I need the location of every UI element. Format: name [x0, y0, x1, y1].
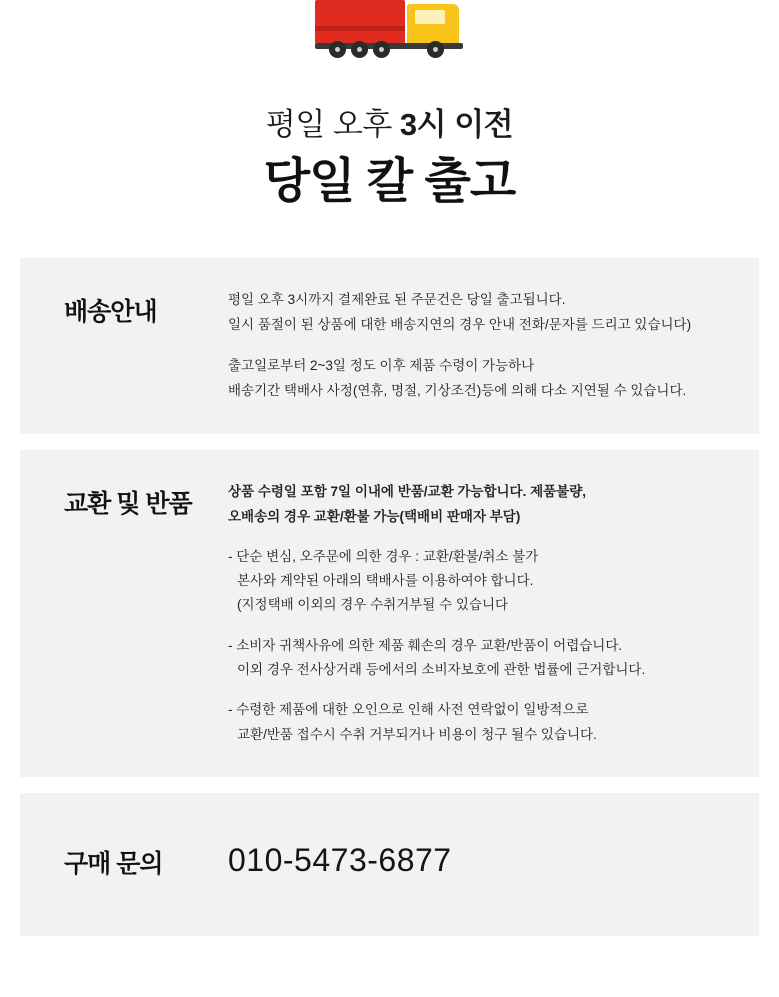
delivery-info-body — [228, 288, 759, 404]
delivery-info-line: 일시 품절이 된 상품에 대한 배송지연의 경우 안내 전화/문자를 드리고 있습니다) — [228, 317, 692, 333]
delivery-info-line: 배송기간 택배사 사정(연휴, 명절, 기상조건)등에 의해 다소 지연될 수 있습니다. — [228, 383, 687, 399]
exchange-return-label-column — [20, 480, 228, 747]
spacer — [228, 682, 725, 698]
truck-cargo-stripe — [315, 26, 405, 31]
contact-body — [228, 831, 759, 890]
contact-label: 구매 문의 — [64, 850, 163, 879]
exchange-return-line: 교환/반품 접수시 수취 거부되거나 비용이 청구 될수 있습니다. — [237, 726, 597, 742]
exchange-return-line: 상품 수령일 포함 7일 이내에 반품/교환 가능합니다. 제품불량, — [228, 484, 586, 500]
delivery-info-line: 평일 오후 3시까지 결제완료 된 주문건은 당일 출고됩니다. — [228, 292, 566, 308]
exchange-return-line: 본사와 계약된 아래의 택배사를 이용하여야 합니다. — [237, 573, 534, 589]
exchange-return-line: - 수령한 제품에 대한 오인으로 인해 사전 연락없이 일방적으로 — [228, 702, 589, 718]
spacer — [228, 338, 725, 354]
delivery-info-label: 배송안내 — [64, 298, 157, 327]
truck-wheel — [351, 41, 368, 58]
exchange-return-body — [228, 480, 759, 747]
spacer — [228, 618, 725, 634]
delivery-info-label-column — [20, 288, 228, 404]
exchange-return-line: - 소비자 귀책사유에 의한 제품 훼손의 경우 교환/반품이 어렵습니다. — [228, 637, 623, 653]
delivery-info-section — [20, 258, 759, 434]
truck-wheel — [427, 41, 444, 58]
truck-wheel — [373, 41, 390, 58]
contact-section — [20, 793, 759, 936]
exchange-return-section — [20, 450, 759, 777]
exchange-return-line: (지정택배 이외의 경우 수취거부될 수 있습니다 — [237, 597, 509, 613]
exchange-return-line: 이외 경우 전사상거래 등에서의 소비자보호에 관한 법률에 근거합니다. — [237, 662, 646, 677]
truck-cargo-box — [315, 0, 405, 44]
headline-line-2: 당일 칼 출고 — [263, 154, 516, 208]
delivery-truck-illustration — [0, 0, 779, 58]
spacer — [228, 529, 725, 545]
truck-wheel — [329, 41, 346, 58]
headline-line-1 — [0, 106, 779, 145]
truck-window — [415, 10, 445, 24]
delivery-info-line: 출고일로부터 2~3일 정도 이후 제품 수령이 가능하나 — [228, 358, 535, 374]
exchange-return-line: 오배송의 경우 교환/환불 가능(택배비 판매자 부담) — [228, 508, 521, 524]
contact-phone-number[interactable]: 010-5473-6877 — [228, 841, 452, 878]
delivery-truck-icon — [315, 0, 465, 58]
contact-label-column — [20, 840, 228, 880]
exchange-return-line: - 단순 변심, 오주문에 의한 경우 : 교환/환불/취소 불가 — [228, 548, 539, 564]
headline-line-1-strong: 3시 이전 — [399, 107, 514, 142]
page-title — [0, 106, 779, 210]
headline-line-1-prefix: 평일 오후 — [265, 107, 400, 142]
exchange-return-label: 교환 및 반품 — [64, 490, 192, 519]
